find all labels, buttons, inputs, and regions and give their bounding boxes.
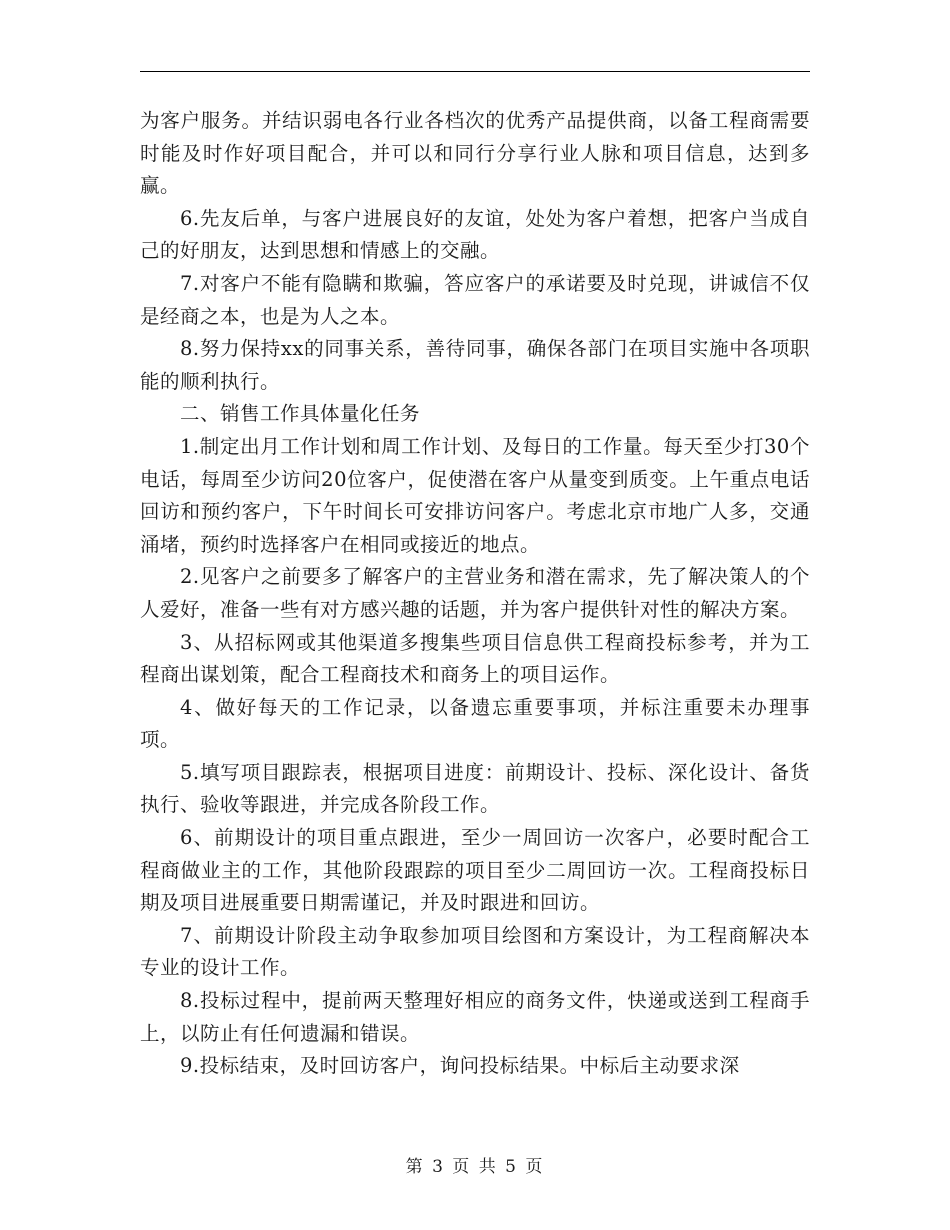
paragraph-6: 1.制定出月工作计划和周工作计划、及每日的工作量。每天至少打30个电话，每周至少访问20位客户，促使潜在客户从量变到质变。上午重点电话回访和预约客户，下午时间长可安排访问客户。考虑北京市地广人多，交通涌堵，预约时选择客户在相同或接近的地点。 xyxy=(140,434,810,556)
paragraph-3: 7.对客户不能有隐瞒和欺骗，答应客户的承诺要及时兑现，讲诚信不仅是经商之本，也是为人之本。 xyxy=(140,271,810,328)
paragraph-4: 8.努力保持xx的同事关系，善待同事，确保各部门在项目实施中各项职能的顺利执行。 xyxy=(140,337,810,393)
paragraph-9: 4、做好每天的工作记录，以备遗忘重要事项，并标注重要未办理事项。 xyxy=(140,695,810,752)
page-number: 第 3 页 共 5 页 xyxy=(405,1157,545,1177)
header-rule xyxy=(140,71,810,72)
paragraph-14: 9.投标结束，及时回访客户，询问投标结果。中标后主动要求深 xyxy=(180,1054,740,1078)
paragraph-1: 为客户服务。并结识弱电各行业各档次的优秀产品提供商，以备工程商需要时能及时作好项目配合，并可以和同行分享行业人脉和项目信息，达到多赢。 xyxy=(140,109,810,198)
paragraph-8: 3、从招标网或其他渠道多搜集些项目信息供工程商投标参考，并为工程商出谋划策，配合工程商技术和商务上的项目运作。 xyxy=(140,630,810,687)
section-heading: 二、销售工作具体量化任务 xyxy=(180,402,421,426)
paragraph-2: 6.先友后单，与客户进展良好的友谊，处处为客户着想，把客户当成自己的好朋友，达到思想和情感上的交融。 xyxy=(140,206,810,263)
paragraph-10: 5.填写项目跟踪表，根据项目进度：前期设计、投标、深化设计、备货执行、验收等跟进，并完成各阶段工作。 xyxy=(140,760,810,817)
paragraph-12: 7、前期设计阶段主动争取参加项目绘图和方案设计，为工程商解决本专业的设计工作。 xyxy=(140,923,810,980)
document-body xyxy=(140,105,810,1083)
paragraph-7: 2.见客户之前要多了解客户的主营业务和潜在需求，先了解决策人的个人爱好，准备一些有对方感兴趣的话题，并为客户提供针对性的解决方案。 xyxy=(140,565,810,621)
paragraph-11: 6、前期设计的项目重点跟进，至少一周回访一次客户，必要时配合工程商做业主的工作，其他阶段跟踪的项目至少二周回访一次。工程商投标日期及项目进展重要日期需谨记，并及时跟进和回访。 xyxy=(140,826,810,915)
paragraph-13: 8.投标过程中，提前两天整理好相应的商务文件，快递或送到工程商手上，以防止有任何遗漏和错误。 xyxy=(140,989,810,1045)
